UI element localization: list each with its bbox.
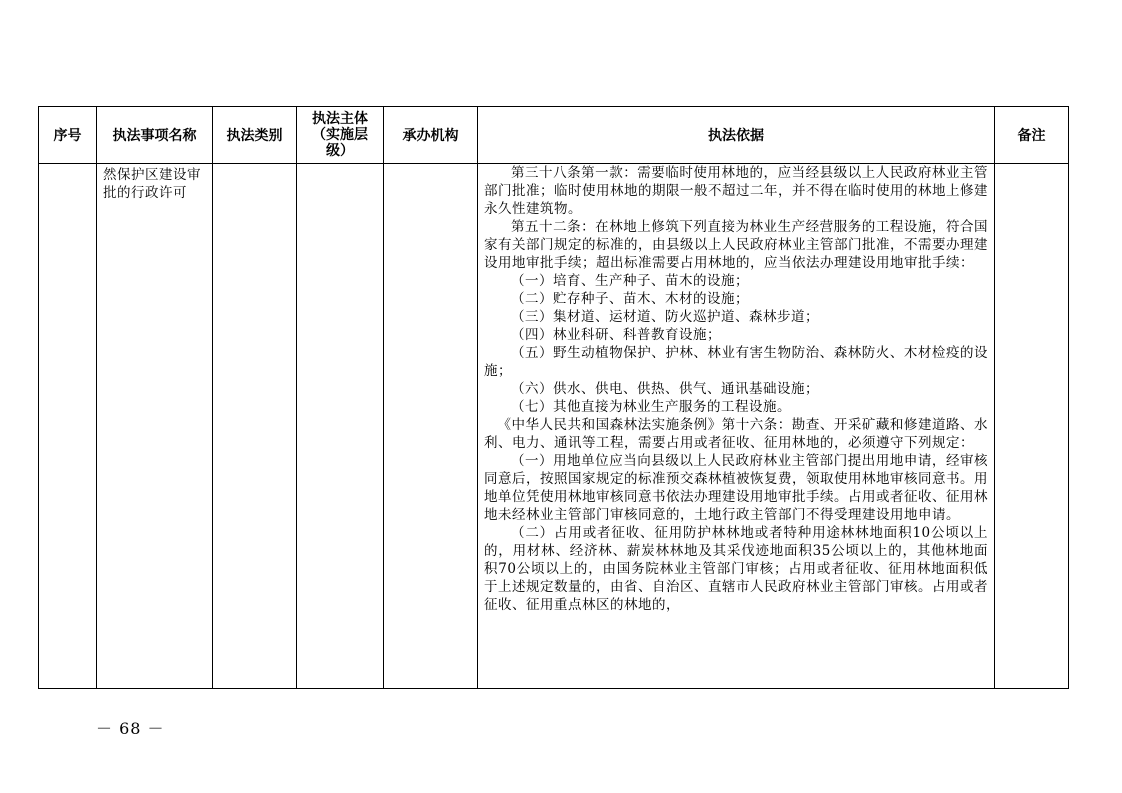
table-header-row xyxy=(39,107,1069,164)
basis-paragraph: 《中华人民共和国森林法实施条例》第十六条：勘查、开采矿藏和修建道路、水利、电力、通讯等工程，需要占用或者征收、征用林地的，必须遵守下列规定： xyxy=(484,417,988,451)
cell-subject xyxy=(297,164,384,689)
header-subject-line2: （实施层 xyxy=(312,127,368,143)
enforcement-table xyxy=(38,106,1069,689)
basis-paragraph: （二）贮存种子、苗木、木材的设施； xyxy=(511,291,749,307)
cell-basis xyxy=(478,164,995,689)
header-item-name: 执法事项名称 xyxy=(97,107,213,164)
basis-paragraph: （四）林业科研、科普教育设施； xyxy=(511,327,721,343)
basis-paragraph: （三）集材道、运材道、防火巡护道、森林步道； xyxy=(511,309,819,325)
page-number: － 68 － xyxy=(96,719,165,738)
basis-paragraph: 第三十八条第一款：需要临时使用林地的，应当经县级以上人民政府林业主管部门批准；临时使用林地的期限一般不超过二年，并不得在临时使用的林地上修建永久性建筑物。 xyxy=(484,165,988,217)
header-basis: 执法依据 xyxy=(478,107,995,164)
basis-paragraph: （一）用地单位应当向县级以上人民政府林业主管部门提出用地申请，经审核同意后，按照国家规定的标准预交森林植被恢复费，领取使用林地审核同意书。用地单位凭使用林地审核同意书依法办理建设用地审批手续。占用或者征收、征用林地未经林业主管部门审核同意的，土地行政主管部门不得受理建设用地申请。 xyxy=(484,453,988,523)
table-row xyxy=(39,164,1069,689)
basis-paragraph: （一）培育、生产种子、苗木的设施； xyxy=(511,273,749,289)
basis-paragraph: （五）野生动植物保护、护林、林业有害生物防治、森林防火、木材检疫的设施； xyxy=(484,345,988,379)
header-subject xyxy=(297,107,384,164)
basis-paragraph: （二）占用或者征收、征用防护林林地或者特种用途林林地面积10公顷以上的，用材林、经济林、薪炭林林地及其采伐迹地面积35公顷以上的，其他林地面积70公顷以上的，由国务院林业主管部门审核；占用或者征收、征用林地面积低于上述规定数量的，由省、自治区、直辖市人民政府林业主管部门审核。占用或者征收、征用重点林区的林地的， xyxy=(484,525,988,613)
cell-category xyxy=(213,164,297,689)
cell-remark xyxy=(995,164,1069,689)
cell-agency xyxy=(384,164,478,689)
cell-seq xyxy=(39,164,97,689)
header-subject-line1: 执法主体 xyxy=(312,111,368,127)
basis-paragraph: （六）供水、供电、供热、供气、通讯基础设施； xyxy=(511,381,819,397)
header-agency: 承办机构 xyxy=(384,107,478,164)
header-remark: 备注 xyxy=(995,107,1069,164)
header-subject-line3: 级） xyxy=(326,143,354,159)
basis-paragraph: （七）其他直接为林业生产服务的工程设施。 xyxy=(511,399,791,415)
basis-paragraph: 第五十二条：在林地上修筑下列直接为林业生产经营服务的工程设施，符合国家有关部门规定的标准的，由县级以上人民政府林业主管部门批准，不需要办理建设用地审批手续；超出标准需要占用林地的，应当依法办理建设用地审批手续： xyxy=(484,219,988,271)
header-seq: 序号 xyxy=(39,107,97,164)
header-category: 执法类别 xyxy=(213,107,297,164)
cell-item-name: 然保护区建设审批的行政许可 xyxy=(97,164,213,689)
